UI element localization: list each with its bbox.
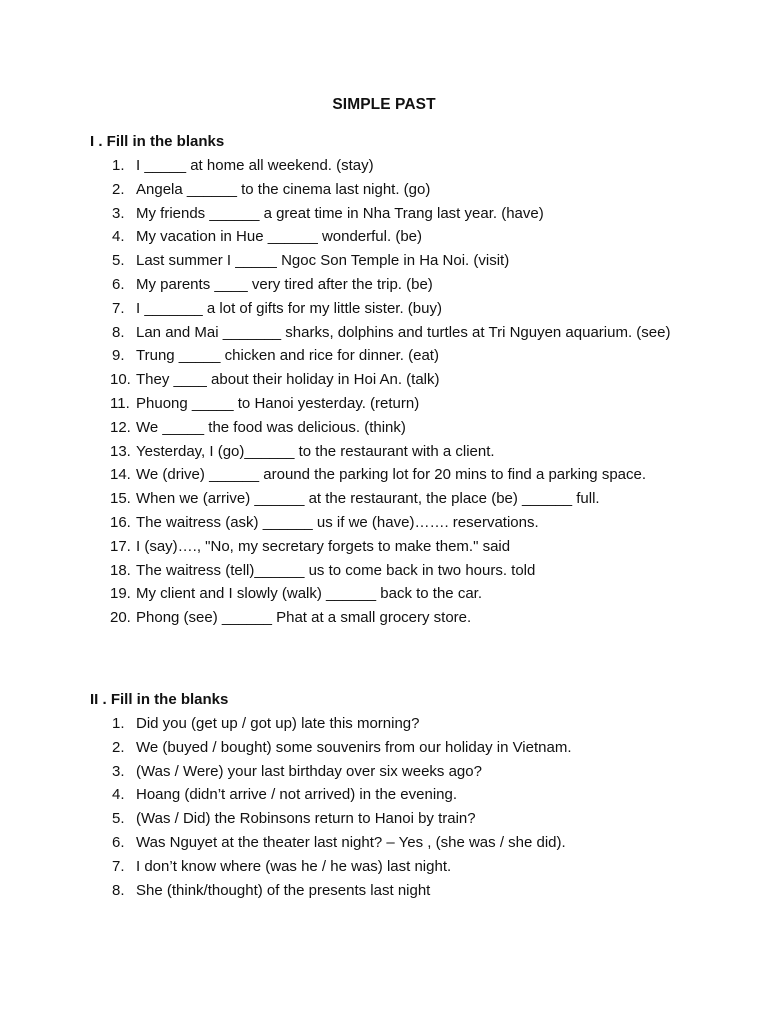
exercise-item bbox=[90, 273, 690, 297]
exercise-item bbox=[90, 344, 690, 368]
item-number: 11. bbox=[110, 394, 130, 412]
exercise-item bbox=[90, 154, 690, 178]
item-number: 3. bbox=[112, 204, 125, 222]
exercise-item bbox=[90, 487, 690, 511]
item-text: The waitress (tell)______ us to come back in two hours. told bbox=[136, 561, 536, 579]
item-text: The waitress (ask) ______ us if we (have)……. reservations. bbox=[136, 513, 539, 531]
exercise-item bbox=[90, 249, 690, 273]
item-text: My parents ____ very tired after the trip. (be) bbox=[136, 275, 433, 293]
exercise-item bbox=[90, 202, 690, 226]
item-number: 12. bbox=[110, 418, 131, 436]
item-number: 15. bbox=[110, 490, 131, 508]
item-number: 17. bbox=[110, 537, 131, 555]
item-text: (Was / Were) your last birthday over six weeks ago? bbox=[136, 762, 482, 780]
item-text: Did you (get up / got up) late this morning? bbox=[136, 715, 420, 732]
item-text: My client and I slowly (walk) ______ back to the car. bbox=[136, 585, 482, 603]
item-text: When we (arrive) ______ at the restaurant, the place (be) ______ full. bbox=[136, 490, 600, 508]
exercise-item bbox=[90, 879, 690, 903]
item-number: 9. bbox=[112, 347, 125, 365]
item-number: 3. bbox=[112, 762, 125, 780]
item-text: Yesterday, I (go)______ to the restaurant with a client. bbox=[136, 442, 495, 460]
item-text: They ____ about their holiday in Hoi An. (talk) bbox=[136, 371, 440, 389]
item-text: Lan and Mai _______ sharks, dolphins and turtles at Tri Nguyen aquarium. (see) bbox=[136, 323, 671, 341]
item-text: My vacation in Hue ______ wonderful. (be) bbox=[136, 228, 422, 246]
item-number: 13. bbox=[110, 442, 131, 460]
item-text: My friends ______ a great time in Nha Trang last year. (have) bbox=[136, 204, 544, 222]
exercise-item bbox=[90, 855, 690, 879]
exercise-item bbox=[90, 582, 690, 606]
item-text: Phuong _____ to Hanoi yesterday. (return) bbox=[136, 394, 420, 412]
exercise-item bbox=[90, 463, 690, 487]
exercise-item bbox=[90, 559, 690, 583]
item-text: Was Nguyet at the theater last night? – Yes , (she was / she did). bbox=[136, 833, 566, 851]
exercise-item bbox=[90, 416, 690, 440]
exercise-item bbox=[90, 321, 690, 345]
item-text: Phong (see) ______ Phat at a small grocery store. bbox=[136, 609, 472, 627]
exercise-item bbox=[90, 511, 690, 535]
item-number: 8. bbox=[112, 323, 125, 341]
item-text: She (think/thought) of the presents last night bbox=[136, 881, 431, 899]
item-number: 7. bbox=[112, 299, 125, 317]
section-2-list bbox=[90, 712, 690, 902]
item-number: 6. bbox=[112, 275, 125, 293]
section-1-heading: I . Fill in the blanks bbox=[90, 133, 225, 150]
item-number: 18. bbox=[110, 561, 131, 579]
item-number: 19. bbox=[110, 585, 131, 603]
exercise-item bbox=[90, 606, 690, 630]
exercise-item bbox=[90, 783, 690, 807]
item-number: 5. bbox=[112, 252, 125, 270]
page-title: SIMPLE PAST bbox=[332, 96, 436, 113]
item-number: 2. bbox=[112, 738, 125, 756]
exercise-item bbox=[90, 225, 690, 249]
exercise-item bbox=[90, 178, 690, 202]
item-number: 14. bbox=[110, 466, 131, 484]
item-text: We (drive) ______ around the parking lot for 20 mins to find a parking space. bbox=[136, 466, 647, 484]
exercise-item bbox=[90, 368, 690, 392]
item-text: I (say)…., "No, my secretary forgets to make them." said bbox=[136, 537, 511, 555]
item-text: Last summer I _____ Ngoc Son Temple in Ha Noi. (visit) bbox=[136, 252, 510, 270]
item-number: 4. bbox=[112, 786, 125, 804]
item-number: 16. bbox=[110, 513, 131, 531]
item-text: Trung _____ chicken and rice for dinner. (eat) bbox=[136, 347, 439, 365]
section-2-heading: II . Fill in the blanks bbox=[90, 691, 229, 708]
exercise-item bbox=[90, 535, 690, 559]
exercise-item bbox=[90, 297, 690, 321]
exercise-item bbox=[90, 736, 690, 760]
item-number: 7. bbox=[112, 857, 125, 875]
item-number: 2. bbox=[112, 180, 125, 198]
section-1-list bbox=[90, 154, 690, 630]
item-text: We _____ the food was delicious. (think) bbox=[136, 418, 406, 436]
item-number: 1. bbox=[112, 157, 125, 174]
exercise-item bbox=[90, 831, 690, 855]
item-number: 10. bbox=[110, 371, 131, 389]
item-number: 6. bbox=[112, 833, 125, 851]
item-number: 1. bbox=[112, 715, 125, 732]
item-text: I _______ a lot of gifts for my little sister. (buy) bbox=[136, 299, 442, 317]
item-text: Hoang (didn’t arrive / not arrived) in the evening. bbox=[136, 786, 458, 804]
item-text: (Was / Did) the Robinsons return to Hanoi by train? bbox=[136, 810, 476, 828]
item-text: I don’t know where (was he / he was) last night. bbox=[136, 857, 452, 875]
exercise-item bbox=[90, 807, 690, 831]
exercise-item bbox=[90, 712, 690, 736]
item-number: 5. bbox=[112, 810, 125, 828]
exercise-item bbox=[90, 760, 690, 784]
exercise-item bbox=[90, 392, 690, 416]
item-number: 8. bbox=[112, 881, 125, 899]
item-text: I _____ at home all weekend. (stay) bbox=[136, 157, 374, 174]
exercise-item bbox=[90, 440, 690, 464]
item-number: 20. bbox=[110, 609, 131, 627]
item-text: Angela ______ to the cinema last night. (go) bbox=[136, 180, 431, 198]
item-number: 4. bbox=[112, 228, 125, 246]
item-text: We (buyed / bought) some souvenirs from our holiday in Vietnam. bbox=[136, 738, 572, 756]
